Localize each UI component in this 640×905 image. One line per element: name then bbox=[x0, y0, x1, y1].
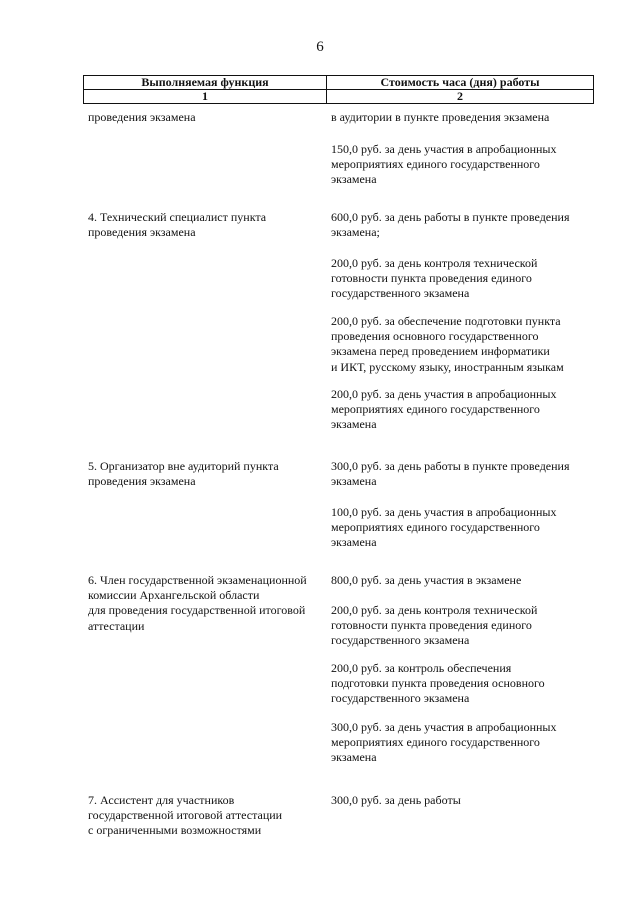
cost-paragraph bbox=[331, 573, 599, 588]
function-text: 4. Технический специалист пункта bbox=[88, 210, 267, 224]
cost-text: мероприятиях единого государственного bbox=[331, 157, 540, 172]
cost-text: экзамена bbox=[331, 535, 377, 550]
cost-text: экзамена bbox=[331, 474, 377, 489]
cost-text: мероприятиях единого государственного bbox=[331, 520, 540, 535]
cost-text: в аудитории в пункте проведения экзамена bbox=[331, 110, 550, 124]
function-text: проведения экзамена bbox=[88, 225, 196, 240]
table-header bbox=[83, 75, 594, 104]
cost-text: готовности пункта проведения единого bbox=[331, 271, 532, 286]
cost-text: 200,0 руб. за обеспечение подготовки пункта bbox=[331, 314, 561, 328]
function-cell bbox=[88, 210, 328, 240]
cost-paragraph bbox=[331, 110, 599, 125]
cost-paragraph bbox=[331, 256, 599, 302]
cost-text: 200,0 руб. за день участия в апробационных bbox=[331, 387, 557, 401]
function-cell bbox=[88, 110, 328, 125]
cost-paragraph bbox=[331, 459, 599, 489]
cost-text: экзамена bbox=[331, 750, 377, 765]
cost-text: 300,0 руб. за день работы bbox=[331, 793, 461, 807]
cost-text: и ИКТ, русскому языку, иностранным языкам bbox=[331, 359, 564, 374]
cost-text: государственного экзамена bbox=[331, 286, 470, 301]
column-title-function: Выполняемая функция bbox=[84, 76, 327, 90]
cost-text: экзамена bbox=[331, 172, 377, 187]
cost-text: 300,0 руб. за день участия в апробационных bbox=[331, 720, 557, 734]
cost-text: мероприятиях единого государственного bbox=[331, 735, 540, 750]
cost-text: мероприятиях единого государственного bbox=[331, 402, 540, 417]
cost-text: проведения основного государственного bbox=[331, 329, 539, 344]
cost-paragraph bbox=[331, 210, 599, 240]
column-number-2: 2 bbox=[327, 90, 594, 104]
function-text: 7. Ассистент для участников bbox=[88, 793, 235, 807]
function-text: проведения экзамена bbox=[88, 110, 196, 124]
cost-text: 200,0 руб. за контроль обеспечения bbox=[331, 661, 512, 675]
cost-text: экзамена; bbox=[331, 225, 380, 240]
cost-paragraph bbox=[331, 793, 599, 808]
cost-paragraph bbox=[331, 720, 599, 766]
column-number-1: 1 bbox=[84, 90, 327, 104]
cost-text: 200,0 руб. за день контроля технической bbox=[331, 603, 538, 617]
function-text: проведения экзамена bbox=[88, 474, 196, 489]
page-number: 6 bbox=[316, 39, 324, 55]
cost-text: 300,0 руб. за день работы в пункте проведения bbox=[331, 459, 570, 473]
cost-text: 150,0 руб. за день участия в апробационных bbox=[331, 142, 557, 156]
function-cell bbox=[88, 459, 328, 489]
cost-text: государственного экзамена bbox=[331, 691, 470, 706]
cost-text: подготовки пункта проведения основного bbox=[331, 676, 545, 691]
cost-paragraph bbox=[331, 142, 599, 188]
cost-text: 200,0 руб. за день контроля технической bbox=[331, 256, 538, 270]
function-text: 5. Организатор вне аудиторий пункта bbox=[88, 459, 279, 473]
column-title-cost: Стоимость часа (дня) работы bbox=[327, 76, 594, 90]
function-text: аттестации bbox=[88, 618, 145, 633]
function-text: 6. Член государственной экзаменационной bbox=[88, 573, 307, 587]
cost-paragraph bbox=[331, 661, 599, 707]
function-text: государственной итоговой аттестации bbox=[88, 808, 283, 823]
cost-text: 800,0 руб. за день участия в экзамене bbox=[331, 573, 522, 587]
function-text: с ограниченными возможностями bbox=[88, 823, 262, 838]
cost-text: государственного экзамена bbox=[331, 633, 470, 648]
cost-paragraph bbox=[331, 505, 599, 551]
function-cell bbox=[88, 793, 328, 839]
cost-text: 100,0 руб. за день участия в апробационных bbox=[331, 505, 557, 519]
function-text: для проведения государственной итоговой bbox=[88, 603, 306, 618]
cost-text: 600,0 руб. за день работы в пункте проведения bbox=[331, 210, 570, 224]
cost-text: экзамена перед проведением информатики bbox=[331, 344, 550, 359]
function-text: комиссии Архангельской области bbox=[88, 588, 260, 603]
cost-text: готовности пункта проведения единого bbox=[331, 618, 532, 633]
cost-paragraph bbox=[331, 387, 599, 433]
cost-paragraph bbox=[331, 314, 599, 375]
function-cell bbox=[88, 573, 328, 634]
cost-text: экзамена bbox=[331, 417, 377, 432]
cost-paragraph bbox=[331, 603, 599, 649]
